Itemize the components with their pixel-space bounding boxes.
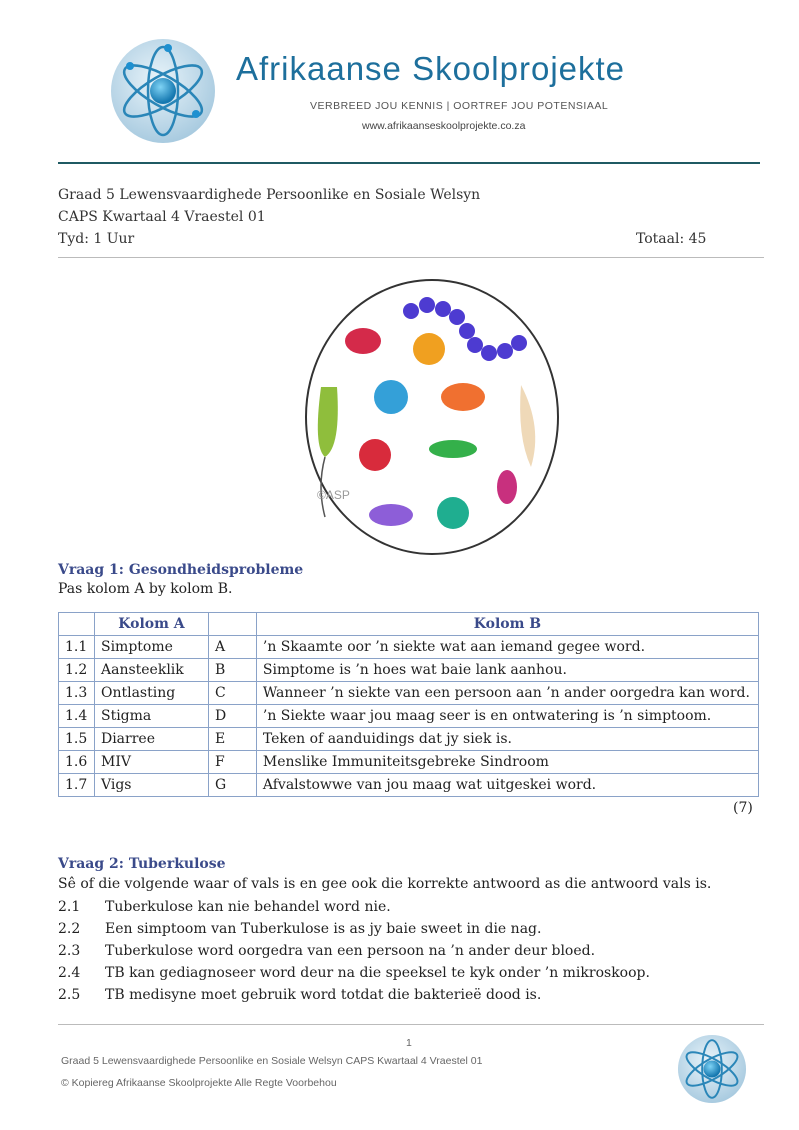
term: Ontlasting [94, 682, 208, 705]
letter: B [208, 659, 256, 682]
watermark: ©ASP [317, 488, 350, 502]
header-blank [208, 613, 256, 636]
table-row [59, 728, 759, 751]
q2-item-text: Tuberkulose kan nie behandel word nie. [105, 899, 391, 915]
q1-instruction: Pas kolom A by kolom B. [58, 581, 233, 597]
q2-item-text: Tuberkulose word oorgedra van een persoon na ’n ander deur bloed. [105, 943, 596, 959]
time-label: Tyd: 1 Uur [58, 231, 135, 247]
q2-item-number: 2.1 [58, 899, 81, 915]
definition: ’n Siekte waar jou maag seer is en ontwatering is ’n simptoom. [256, 705, 758, 728]
table-row [59, 751, 759, 774]
term: Diarree [94, 728, 208, 751]
row-number: 1.2 [59, 659, 95, 682]
definition: Teken of aanduidings dat jy siek is. [256, 728, 758, 751]
q1-marks: (7) [733, 800, 753, 816]
footer-copyright: © Kopiereg Afrikaanse Skoolprojekte Alle Regte Voorbehou [61, 1077, 337, 1089]
total-label: Totaal: 45 [636, 231, 707, 247]
table-header-row [59, 613, 759, 636]
page-number: 1 [406, 1037, 412, 1049]
header-divider [58, 162, 760, 164]
brand-title: Afrikaanse Skoolprojekte [236, 50, 626, 87]
col-b-header: Kolom B [256, 613, 758, 636]
letter: D [208, 705, 256, 728]
row-number: 1.7 [59, 774, 95, 797]
footer-atom-icon [676, 1033, 748, 1105]
col-a-header: Kolom A [94, 613, 208, 636]
table-row [59, 705, 759, 728]
q2-item-text: Een simptoom van Tuberkulose is as jy baie sweet in die nag. [105, 921, 542, 937]
matching-table [58, 612, 759, 797]
q2-instruction: Sê of die volgende waar of vals is en gee ook die korrekte antwoord as die antwoord vals is. [58, 876, 712, 892]
row-number: 1.5 [59, 728, 95, 751]
row-number: 1.3 [59, 682, 95, 705]
q1-title: Vraag 1: Gesondheidsprobleme [58, 562, 304, 578]
meta-divider [58, 257, 764, 258]
definition: ’n Skaamte oor ’n siekte wat aan iemand gegee word. [256, 636, 758, 659]
q2-title: Vraag 2: Tuberkulose [58, 856, 226, 872]
letter: G [208, 774, 256, 797]
letter: A [208, 636, 256, 659]
q2-item-number: 2.5 [58, 987, 81, 1003]
q2-item-number: 2.4 [58, 965, 81, 981]
brand-tagline: VERBREED JOU KENNIS | OORTREF JOU POTENSIAAL [310, 100, 609, 112]
table-row [59, 659, 759, 682]
q2-item-number: 2.3 [58, 943, 81, 959]
table-row [59, 636, 759, 659]
q2-item-number: 2.2 [58, 921, 81, 937]
footer-subject: Graad 5 Lewensvaardighede Persoonlike en Sosiale Welsyn CAPS Kwartaal 4 Vraestel 01 [61, 1055, 483, 1067]
definition: Afvalstowwe van jou maag wat uitgeskei word. [256, 774, 758, 797]
term: Stigma [94, 705, 208, 728]
row-number: 1.4 [59, 705, 95, 728]
footer-divider [58, 1024, 764, 1025]
table-row [59, 774, 759, 797]
letter: F [208, 751, 256, 774]
term: MIV [94, 751, 208, 774]
term: Aansteeklik [94, 659, 208, 682]
subject-line: Graad 5 Lewensvaardighede Persoonlike en Sosiale Welsyn [58, 187, 481, 203]
term: Simptome [94, 636, 208, 659]
atom-logo [108, 36, 218, 146]
header-blank [59, 613, 95, 636]
table-row [59, 682, 759, 705]
q2-item-text: TB medisyne moet gebruik word totdat die bakterieë dood is. [105, 987, 542, 1003]
paper-line: CAPS Kwartaal 4 Vraestel 01 [58, 209, 266, 225]
brand-url: www.afrikaanseskoolprojekte.co.za [362, 120, 526, 132]
definition: Wanneer ’n siekte van een persoon aan ’n ander oorgedra kan word. [256, 682, 758, 705]
letter: E [208, 728, 256, 751]
term: Vigs [94, 774, 208, 797]
row-number: 1.1 [59, 636, 95, 659]
row-number: 1.6 [59, 751, 95, 774]
letter: C [208, 682, 256, 705]
q2-item-text: TB kan gediagnoseer word deur na die speeksel te kyk onder ’n mikroskoop. [105, 965, 650, 981]
germs-illustration [303, 277, 561, 557]
definition: Menslike Immuniteitsgebreke Sindroom [256, 751, 758, 774]
definition: Simptome is ’n hoes wat baie lank aanhou. [256, 659, 758, 682]
